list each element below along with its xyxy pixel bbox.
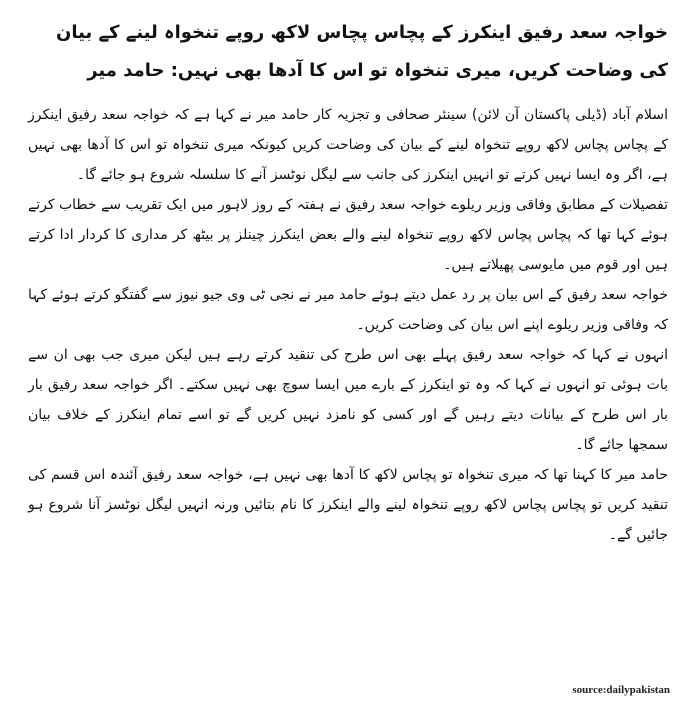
article-paragraph-4: انہوں نے کہا کہ خواجہ سعد رفیق پہلے بھی اس طرح کی تنقید کرتے رہے ہیں لیکن میری جب بھی ان سے بات ہوئی تو انہوں نے کہا کہ وہ تو اینکرز کے بارے میں ایسا سوچ بھی نہیں سکتے۔ اگر خواجہ سعد رفیق بار بار اس طرح کے بیانات دیتے رہیں گے اور کسی کو نامزد نہیں کریں گے تو اسے تمام اینکرز کے خلاف بیان سمجھا جائے گا۔ [28,347,668,453]
article-paragraph-2: تفصیلات کے مطابق وفاقی وزیر ریلوے خواجہ سعد رفیق نے ہفتہ کے روز لاہور میں ایک تقریب سے خطاب کرتے ہوئے کہا تھا کہ پچاس پچاس لاکھ روپے تنخواہ لینے والے بعض اینکرز چینلز پر بیٹھ کر مداری کا کردار ادا کرتے ہیں اور قوم میں مایوسی پھیلاتے ہیں۔ [28,197,668,273]
article-paragraph-3: خواجہ سعد رفیق کے اس بیان پر رد عمل دیتے ہوئے حامد میر نے نجی ٹی وی جیو نیوز سے گفتگو کرتے ہوئے کہا کہ وفاقی وزیر ریلوے اپنے اس بیان کی وضاحت کریں۔ [28,287,668,333]
article-paragraph-1: اسلام آباد (ڈیلی پاکستان آن لائن) سینئر صحافی و تجزیہ کار حامد میر نے کہا ہے کہ خواجہ سعد رفیق اینکرز کے پچاس پچاس لاکھ روپے تنخواہ لینے کے بیان کی وضاحت کریں کیونکہ میری تنخواہ تو اس کا آدھا بھی نہیں ہے، اگر وہ ایسا نہیں کرتے تو انہیں اینکرز کی جانب سے لیگل نوٹسز آنے کا سلسلہ شروع ہو جائے گا۔ [28,107,668,183]
source-credit: source:dailypakistan [572,684,670,696]
article-paragraph-5: حامد میر کا کہنا تھا کہ میری تنخواہ تو پچاس لاکھ کا آدھا بھی نہیں ہے، خواجہ سعد رفیق آئندہ اس قسم کی تنقید کریں تو پچاس پچاس لاکھ روپے تنخواہ لینے والے اینکرز کا نام بتائیں ورنہ انہیں لیگل نوٹسز آنا شروع ہو جائیں گے۔ [28,467,668,543]
article-headline: خواجہ سعد رفیق اینکرز کے پچاس پچاس لاکھ روپے تنخواہ لینے کے بیان کی وضاحت کریں، میری تنخواہ تو اس کا آدھا بھی نہیں: حامد میر [56,22,668,81]
article [28,14,668,550]
